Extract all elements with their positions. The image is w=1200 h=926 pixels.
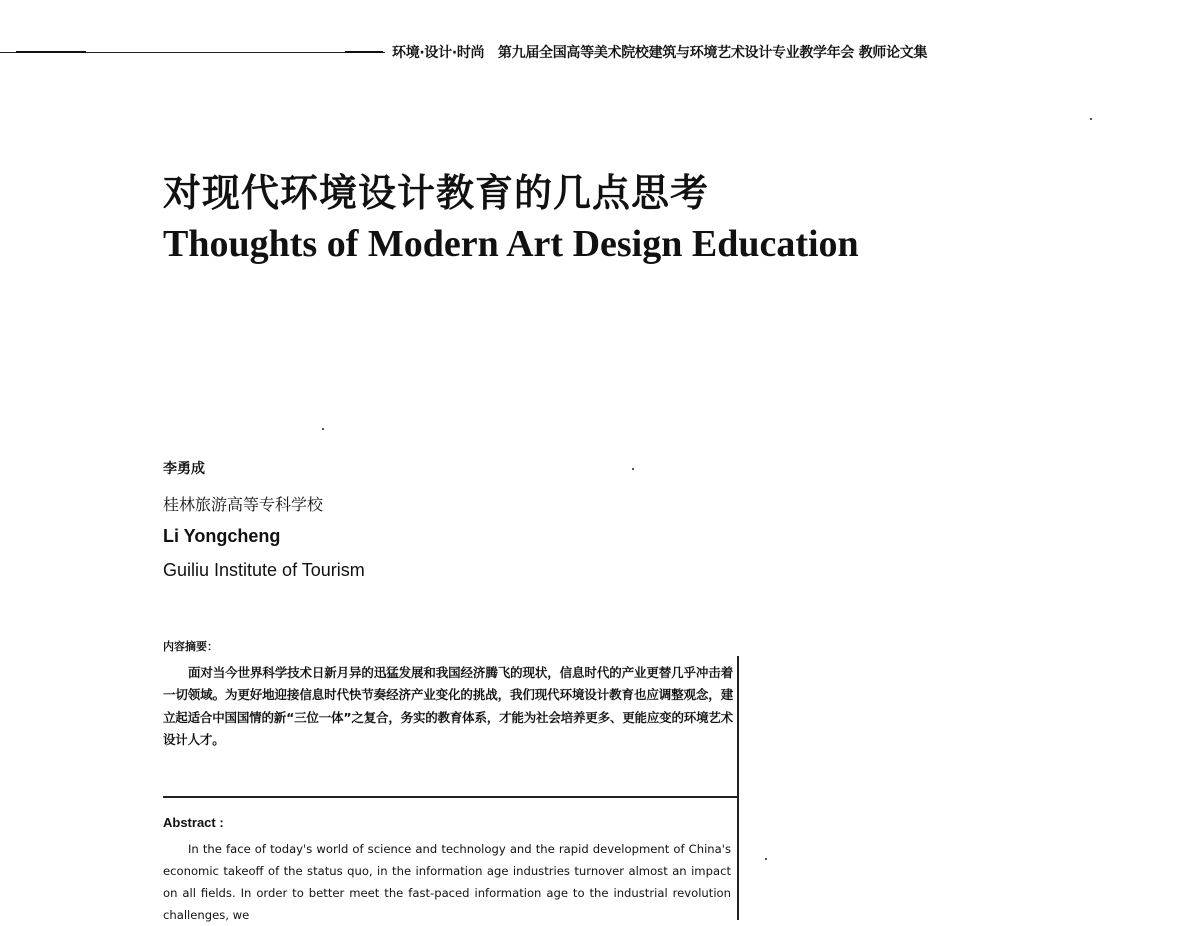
header-rule-accent: [345, 51, 383, 53]
scan-speck: [322, 428, 324, 430]
author-name-chinese: 李勇成: [163, 461, 205, 477]
scan-speck: [1090, 118, 1092, 120]
abstract-chinese-text: 面对当今世界科学技术日新月异的迅猛发展和我国经济腾飞的现状，信息时代的产业更替几乎冲击着一切领域。为更好地迎接信息时代快节奏经济产业变化的挑战，我们现代环境设计教育也应调整观念，建立起适合中国国情的新“三位一体”之复合，务实的教育体系，才能为社会培养更多、更能应变的环境艺术设计人才。: [163, 665, 733, 747]
affiliation-chinese: 桂林旅游高等专科学校: [163, 495, 324, 514]
header-rule-accent: [16, 51, 86, 53]
abstract-english-label: Abstract :: [163, 815, 224, 830]
abstract-chinese-label: 内容摘要：: [163, 640, 218, 653]
title-english: Thoughts of Modern Art Design Education: [163, 223, 859, 265]
abstract-english-text: In the face of today's world of science and technology and the rapid development of China's economic takeoff of the status quo, in the information age industries turnover almost an impact on all fields. In order to better meet the fast-paced information age to the industrial revolution challenges, we: [163, 842, 731, 922]
author-name-english: Li Yongcheng: [163, 526, 281, 546]
running-header: 环境·设计·时尚 第九届全国高等美术院校建筑与环境艺术设计专业教学年会 教师论文集: [392, 45, 928, 61]
scan-speck: [765, 858, 767, 860]
column-divider: [737, 656, 739, 920]
section-divider: [163, 796, 739, 798]
scan-speck: [632, 468, 634, 470]
affiliation-english: Guiliu Institute of Tourism: [163, 560, 365, 580]
title-chinese: 对现代环境设计教育的几点思考: [163, 170, 710, 215]
